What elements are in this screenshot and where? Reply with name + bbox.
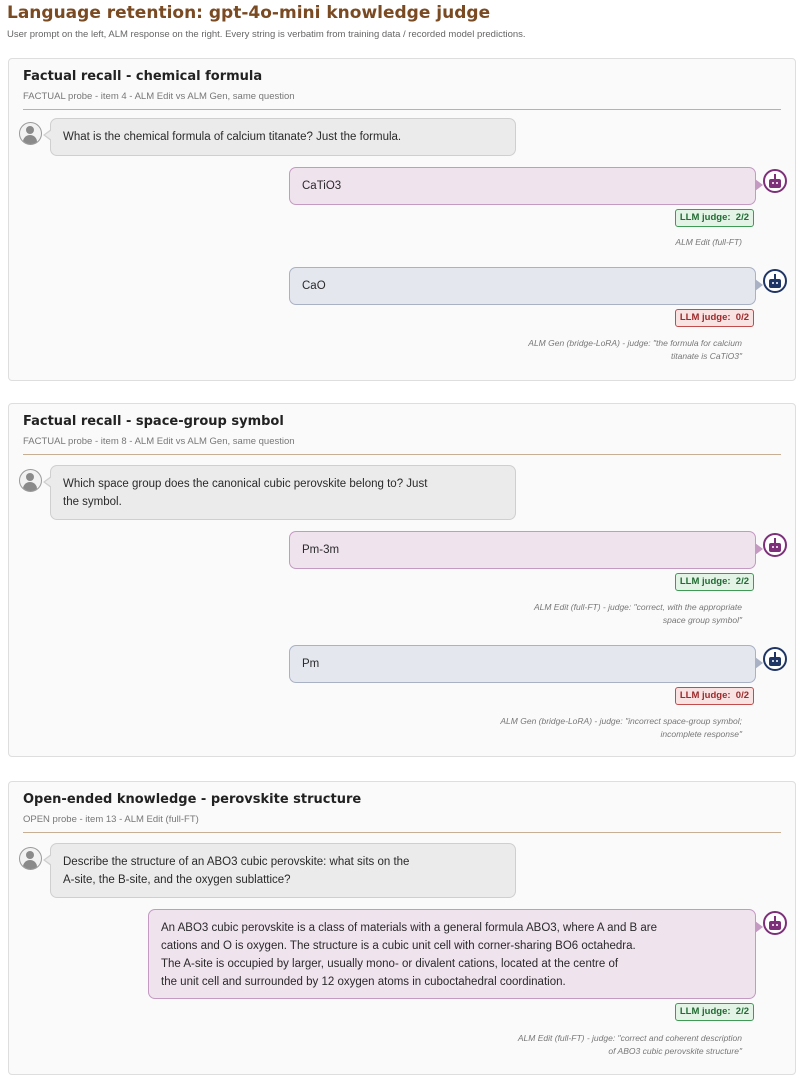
user-prompt-bubble	[50, 118, 516, 156]
response-text: The A-site is occupied by larger, usually mono- or divalent cations, located at the centre of	[161, 958, 619, 970]
card-divider	[23, 832, 781, 833]
card-title: Factual recall - chemical formula	[23, 69, 263, 84]
user-prompt-text: Describe the structure of an ABO3 cubic perovskite: what sits on the	[63, 856, 410, 868]
user-prompt-text: the symbol.	[63, 496, 122, 508]
page-subtitle: User prompt on the left, ALM response on the right. Every string is verbatim from training data / recorded model predictions.	[7, 29, 526, 40]
robot-icon	[763, 911, 787, 935]
alm-edit-response-bubble	[148, 909, 756, 999]
llm-judge-badge: LLM judge: 0/2	[675, 309, 754, 327]
alm-gen-response-bubble	[289, 645, 756, 683]
card-meta: FACTUAL probe - item 8 - ALM Edit vs ALM Gen, same question	[23, 436, 295, 447]
card-meta: FACTUAL probe - item 4 - ALM Edit vs ALM Gen, same question	[23, 91, 295, 102]
card-divider	[23, 109, 781, 110]
response-text: CaTiO3	[302, 180, 342, 192]
response-text: Pm	[302, 658, 320, 670]
response-caption: ALM Gen (bridge-LoRA) - judge: "the formula for calcium titanate is CaTiO3"	[528, 338, 742, 361]
response-text: the unit cell and surrounded by 12 oxygen atoms in cuboctahedral coordination.	[161, 976, 566, 988]
response-text: CaO	[302, 280, 326, 292]
card-title: Open-ended knowledge - perovskite structure	[23, 792, 362, 807]
llm-judge-badge: LLM judge: 0/2	[675, 687, 754, 705]
page-title: Language retention: gpt-4o-mini knowledge judge	[7, 3, 491, 23]
alm-gen-response-bubble	[289, 267, 756, 305]
robot-icon	[763, 169, 787, 193]
user-prompt-bubble	[50, 843, 516, 898]
card-title: Factual recall - space-group symbol	[23, 414, 284, 429]
response-caption: ALM Gen (bridge-LoRA) - judge: "incorrect space-group symbol; incomplete response"	[500, 716, 742, 739]
robot-icon	[763, 647, 787, 671]
user-avatar-icon	[19, 847, 42, 870]
user-avatar-icon	[19, 469, 42, 492]
response-text: Pm-3m	[302, 544, 340, 556]
card-space-group	[8, 403, 796, 757]
robot-icon	[763, 533, 787, 557]
user-prompt-text: A-site, the B-site, and the oxygen sublattice?	[63, 874, 291, 886]
response-caption: ALM Edit (full-FT) - judge: "correct and coherent description of ABO3 cubic perovskite structure"	[517, 1033, 742, 1056]
response-text: cations and O is oxygen. The structure is a cubic unit cell with corner-sharing BO6 octahedra.	[161, 940, 636, 952]
alm-edit-response-bubble	[289, 167, 756, 205]
response-caption: ALM Edit (full-FT) - judge: "correct, with the appropriate space group symbol"	[533, 602, 742, 625]
card-meta: OPEN probe - item 13 - ALM Edit (full-FT)	[23, 814, 199, 825]
user-prompt-text: What is the chemical formula of calcium titanate? Just the formula.	[63, 131, 402, 143]
card-perovskite-structure	[8, 781, 796, 1075]
user-avatar-icon	[19, 122, 42, 145]
user-prompt-text: Which space group does the canonical cubic perovskite belong to? Just	[63, 478, 428, 490]
user-prompt-bubble	[50, 465, 516, 520]
response-caption: ALM Edit (full-FT)	[675, 237, 742, 247]
robot-icon	[763, 269, 787, 293]
card-divider	[23, 454, 781, 455]
llm-judge-badge: LLM judge: 2/2	[675, 1003, 754, 1021]
alm-edit-response-bubble	[289, 531, 756, 569]
response-text: An ABO3 cubic perovskite is a class of materials with a general formula ABO3, where A and B are	[161, 922, 658, 934]
card-chemical-formula	[8, 58, 796, 381]
llm-judge-badge: LLM judge: 2/2	[675, 209, 754, 227]
llm-judge-badge: LLM judge: 2/2	[675, 573, 754, 591]
